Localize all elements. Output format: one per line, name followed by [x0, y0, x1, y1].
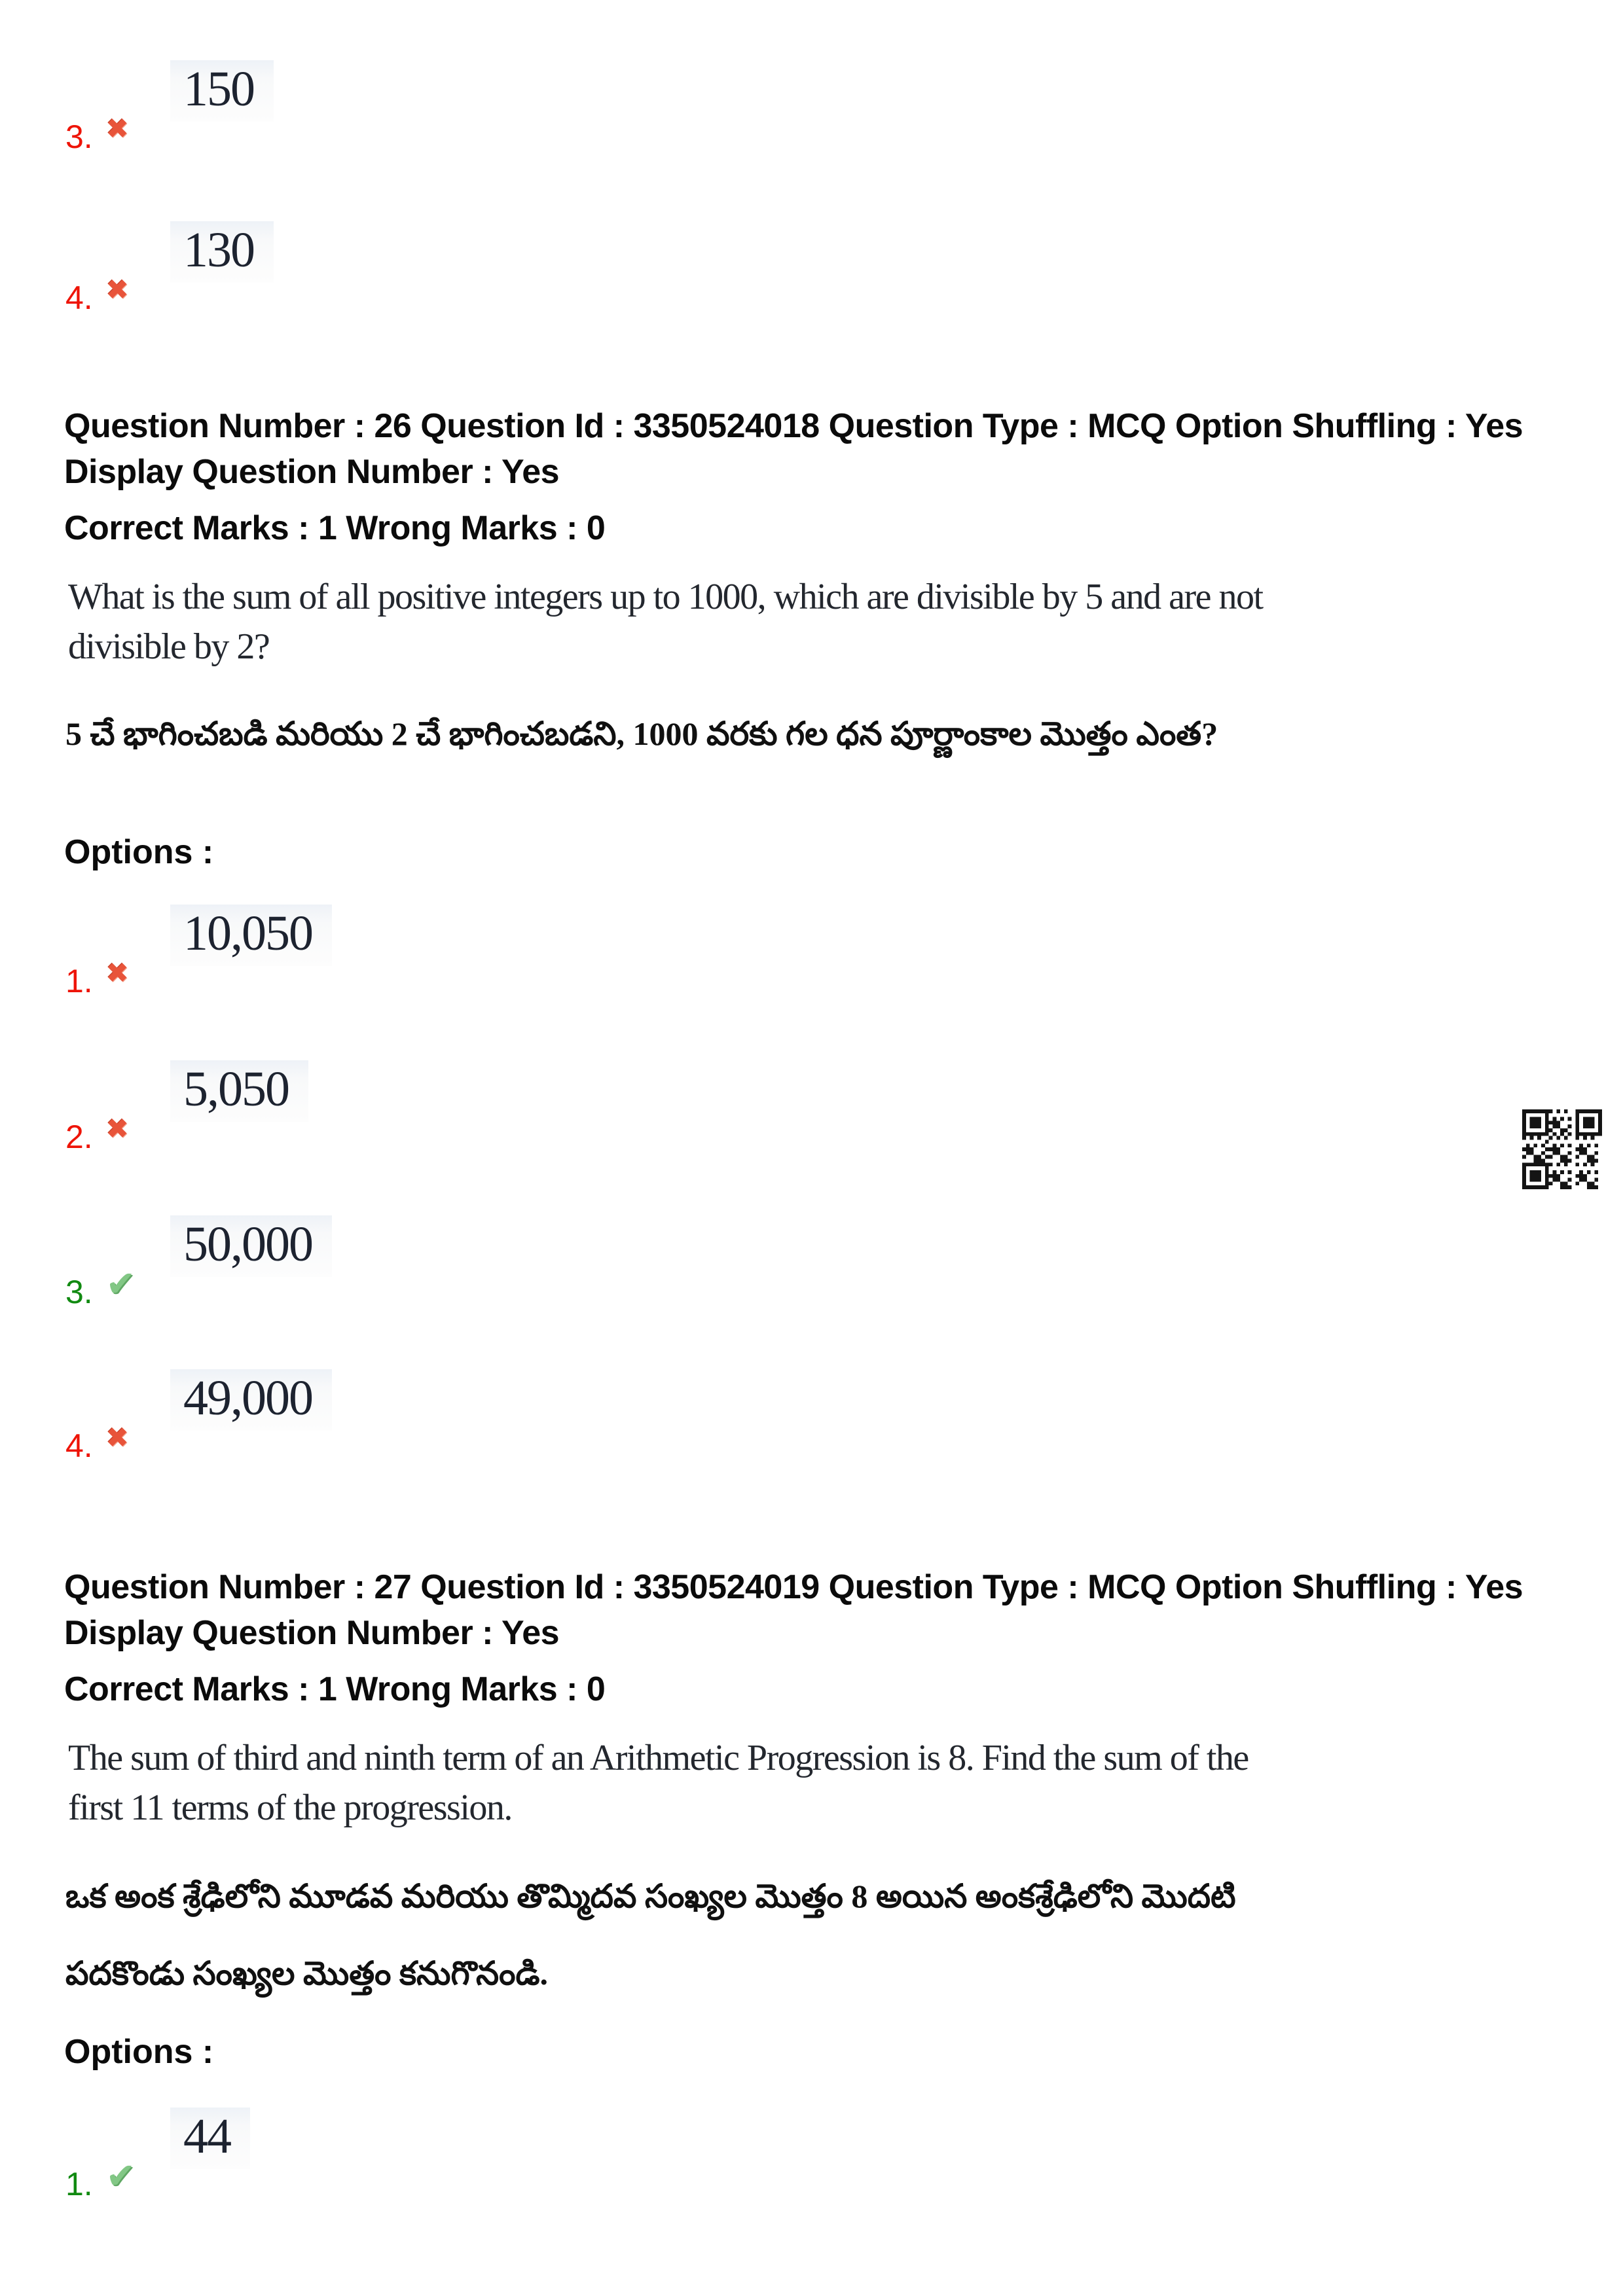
correct-mark-icon: ✔	[105, 1265, 136, 1304]
options-heading: Options :	[64, 2033, 214, 2071]
question-meta-line: Question Number : 26 Question Id : 3350524018 Question Type : MCQ Option Shuffling : Yes	[64, 407, 1523, 445]
option-row	[65, 1060, 308, 1153]
question-meta-line: Display Question Number : Yes	[64, 453, 560, 491]
question-marks-line: Correct Marks : 1 Wrong Marks : 0	[64, 509, 606, 547]
option-row	[65, 1369, 332, 1462]
options-heading: Options :	[64, 833, 214, 871]
option-number: 3.	[65, 1274, 93, 1310]
wrong-mark-icon: ✖	[105, 1113, 129, 1144]
wrong-mark-icon: ✖	[105, 274, 129, 305]
question-meta-line: Question Number : 27 Question Id : 3350524019 Question Type : MCQ Option Shuffling : Yes	[64, 1568, 1523, 1606]
option-number: 3.	[65, 118, 93, 155]
option-value: 10,050	[170, 905, 332, 966]
question-26-text-telugu: 5 చే భాగించబడి మరియు 2 చే భాగించబడని, 1000 వరకు గల ధన పూర్ణాంకాల మొత్తం ఎంత?	[65, 715, 1218, 752]
question-marks-line: Correct Marks : 1 Wrong Marks : 0	[64, 1670, 606, 1708]
question-26-text-english: What is the sum of all positive integers up to 1000, which are divisible by 5 and are not divisible by 2?	[68, 577, 1263, 667]
question-26-header	[64, 403, 1583, 551]
option-row	[65, 221, 274, 314]
option-number: 2.	[65, 1119, 93, 1155]
correct-mark-icon: ✔	[105, 2157, 136, 2196]
option-value: 49,000	[170, 1369, 332, 1431]
option-row	[65, 2108, 250, 2200]
option-number: 4.	[65, 279, 93, 316]
option-value: 130	[170, 221, 274, 283]
option-value: 50,000	[170, 1215, 332, 1277]
option-value: 5,050	[170, 1060, 308, 1122]
option-number: 1.	[65, 2166, 93, 2202]
question-27-header	[64, 1564, 1583, 1712]
option-row	[65, 905, 332, 997]
option-row	[65, 60, 274, 153]
wrong-mark-icon: ✖	[105, 113, 129, 144]
question-27-text-telugu: ఒక అంక శ్రేఢిలోని మూడవ మరియు తొమ్మిదవ సంఖ్యల మొత్తం 8 అయిన అంకశ్రేఢిలోని మొదటి పదకొండు సంఖ్యల మొత్తం కనుగొనండి.	[65, 1878, 1236, 1992]
question-meta-line: Display Question Number : Yes	[64, 1614, 560, 1652]
qr-code	[1522, 1109, 1602, 1189]
option-row	[65, 1215, 332, 1308]
wrong-mark-icon: ✖	[105, 1422, 129, 1453]
wrong-mark-icon: ✖	[105, 958, 129, 988]
question-27-text-english: The sum of third and ninth term of an Arithmetic Progression is 8. Find the sum of the first 11 terms of the progression.	[68, 1738, 1249, 1828]
option-value: 44	[170, 2108, 250, 2169]
option-number: 4.	[65, 1427, 93, 1464]
option-value: 150	[170, 60, 274, 122]
option-number: 1.	[65, 963, 93, 999]
